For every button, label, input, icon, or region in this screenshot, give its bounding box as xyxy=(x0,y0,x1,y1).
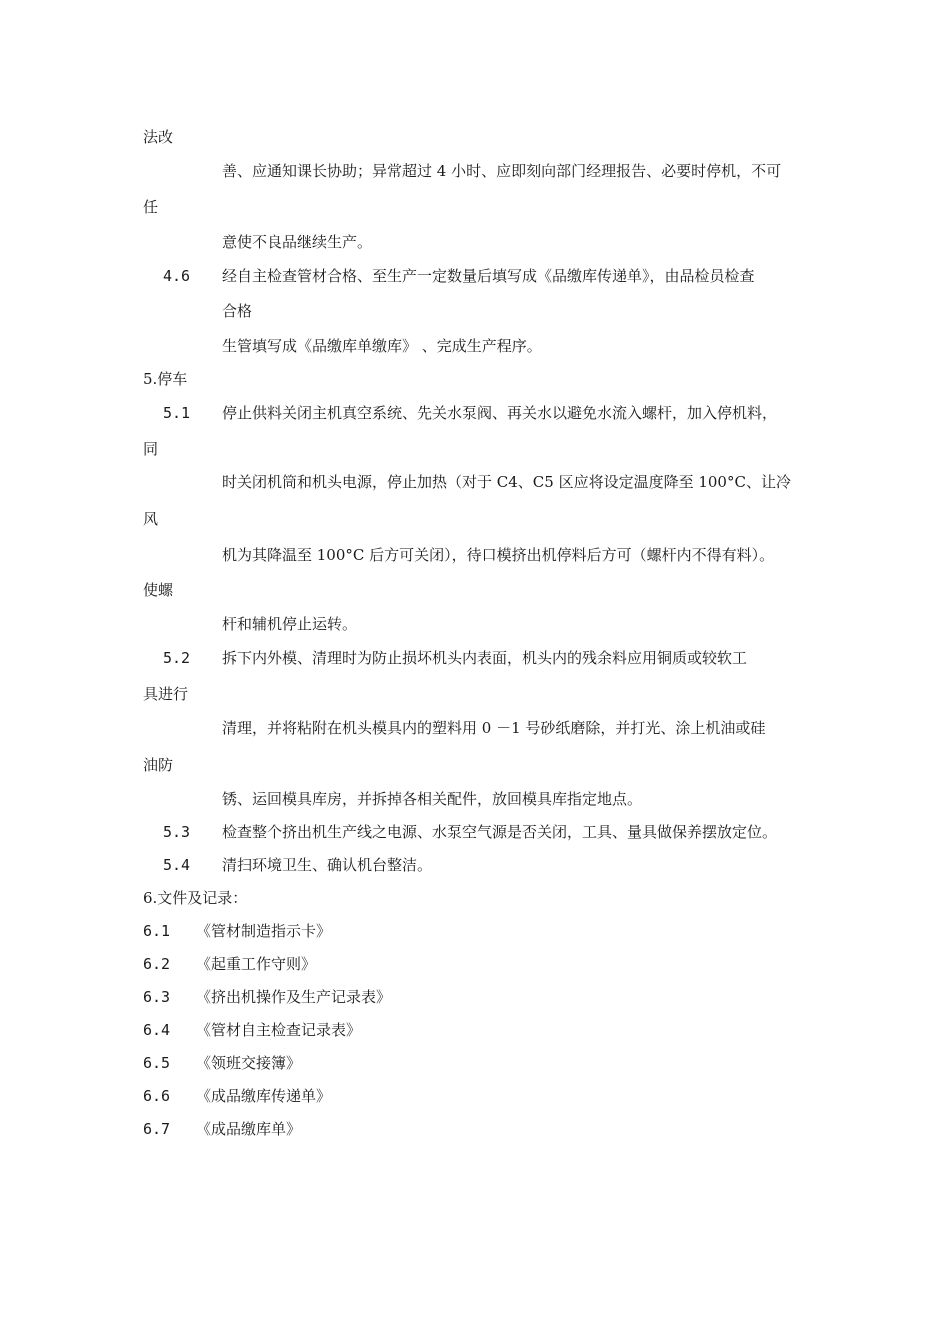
section-heading: 5.停车 xyxy=(143,370,188,388)
document-record-item: 《起重工作守则》 xyxy=(196,955,317,973)
text-line: 清理，并将粘附在机头模具内的塑料用 0 －1 号砂纸磨除，并打光、涂上机油或硅 xyxy=(222,719,766,737)
document-record-item: 《成品缴库单》 xyxy=(196,1120,302,1138)
text-line: 任 xyxy=(143,198,159,216)
text-line: 使螺 xyxy=(143,581,174,599)
text-line: 同 xyxy=(143,440,159,458)
text-line: 法改 xyxy=(143,128,174,146)
item-number: 5.2 xyxy=(163,649,191,667)
text-line: 检查整个挤出机生产线之电源、水泵空气源是否关闭，工具、量具做保养摆放定位。 xyxy=(222,823,778,841)
text-line: 具进行 xyxy=(143,685,189,703)
item-number: 6.2 xyxy=(143,955,171,973)
item-number: 6.3 xyxy=(143,988,171,1006)
item-number: 6.7 xyxy=(143,1120,171,1138)
text-line: 合格 xyxy=(222,302,253,320)
text-line: 意使不良品继续生产。 xyxy=(222,233,373,251)
text-line: 善、应通知课长协助；异常超过 4 小时、应即刻向部门经理报告、必要时停机，不可 xyxy=(222,162,782,180)
item-number: 5.1 xyxy=(163,404,191,422)
text-line: 停止供料关闭主机真空系统、先关水泵阀、再关水以避免水流入螺杆，加入停机料， xyxy=(222,404,778,422)
text-line: 锈、运回模具库房，并拆掉各相关配件，放回模具库指定地点。 xyxy=(222,790,643,808)
item-number: 6.1 xyxy=(143,922,171,940)
item-number: 6.5 xyxy=(143,1054,171,1072)
text-line: 机为其降温至 100°C 后方可关闭），待口模挤出机停料后方可（螺杆内不得有料）。 xyxy=(222,546,775,564)
text-line: 杆和辅机停止运转。 xyxy=(222,615,358,633)
section-heading: 6.文件及记录： xyxy=(143,889,248,907)
item-number: 6.4 xyxy=(143,1021,171,1039)
document-record-item: 《领班交接簿》 xyxy=(196,1054,302,1072)
item-number: 4.6 xyxy=(163,267,191,285)
document-record-item: 《管材制造指示卡》 xyxy=(196,922,332,940)
text-line: 时关闭机筒和机头电源，停止加热（对于 C4、C5 区应将设定温度降至 100°C、让冷 xyxy=(222,473,791,491)
text-line: 生管填写成《品缴库单缴库》 、完成生产程序。 xyxy=(222,337,542,355)
text-line: 风 xyxy=(143,510,159,528)
item-number: 6.6 xyxy=(143,1087,171,1105)
text-line: 拆下内外模、清理时为防止损坏机头内表面，机头内的残余料应用铜质或较软工 xyxy=(222,649,748,667)
item-number: 5.4 xyxy=(163,856,191,874)
document-record-item: 《管材自主检查记录表》 xyxy=(196,1021,362,1039)
item-number: 5.3 xyxy=(163,823,191,841)
text-line: 油防 xyxy=(143,756,174,774)
document-record-item: 《成品缴库传递单》 xyxy=(196,1087,332,1105)
text-line: 清扫环境卫生、确认机台整洁。 xyxy=(222,856,433,874)
document-record-item: 《挤出机操作及生产记录表》 xyxy=(196,988,392,1006)
text-line: 经自主检查管材合格、至生产一定数量后填写成《品缴库传递单》，由品检员检查 xyxy=(222,267,755,285)
